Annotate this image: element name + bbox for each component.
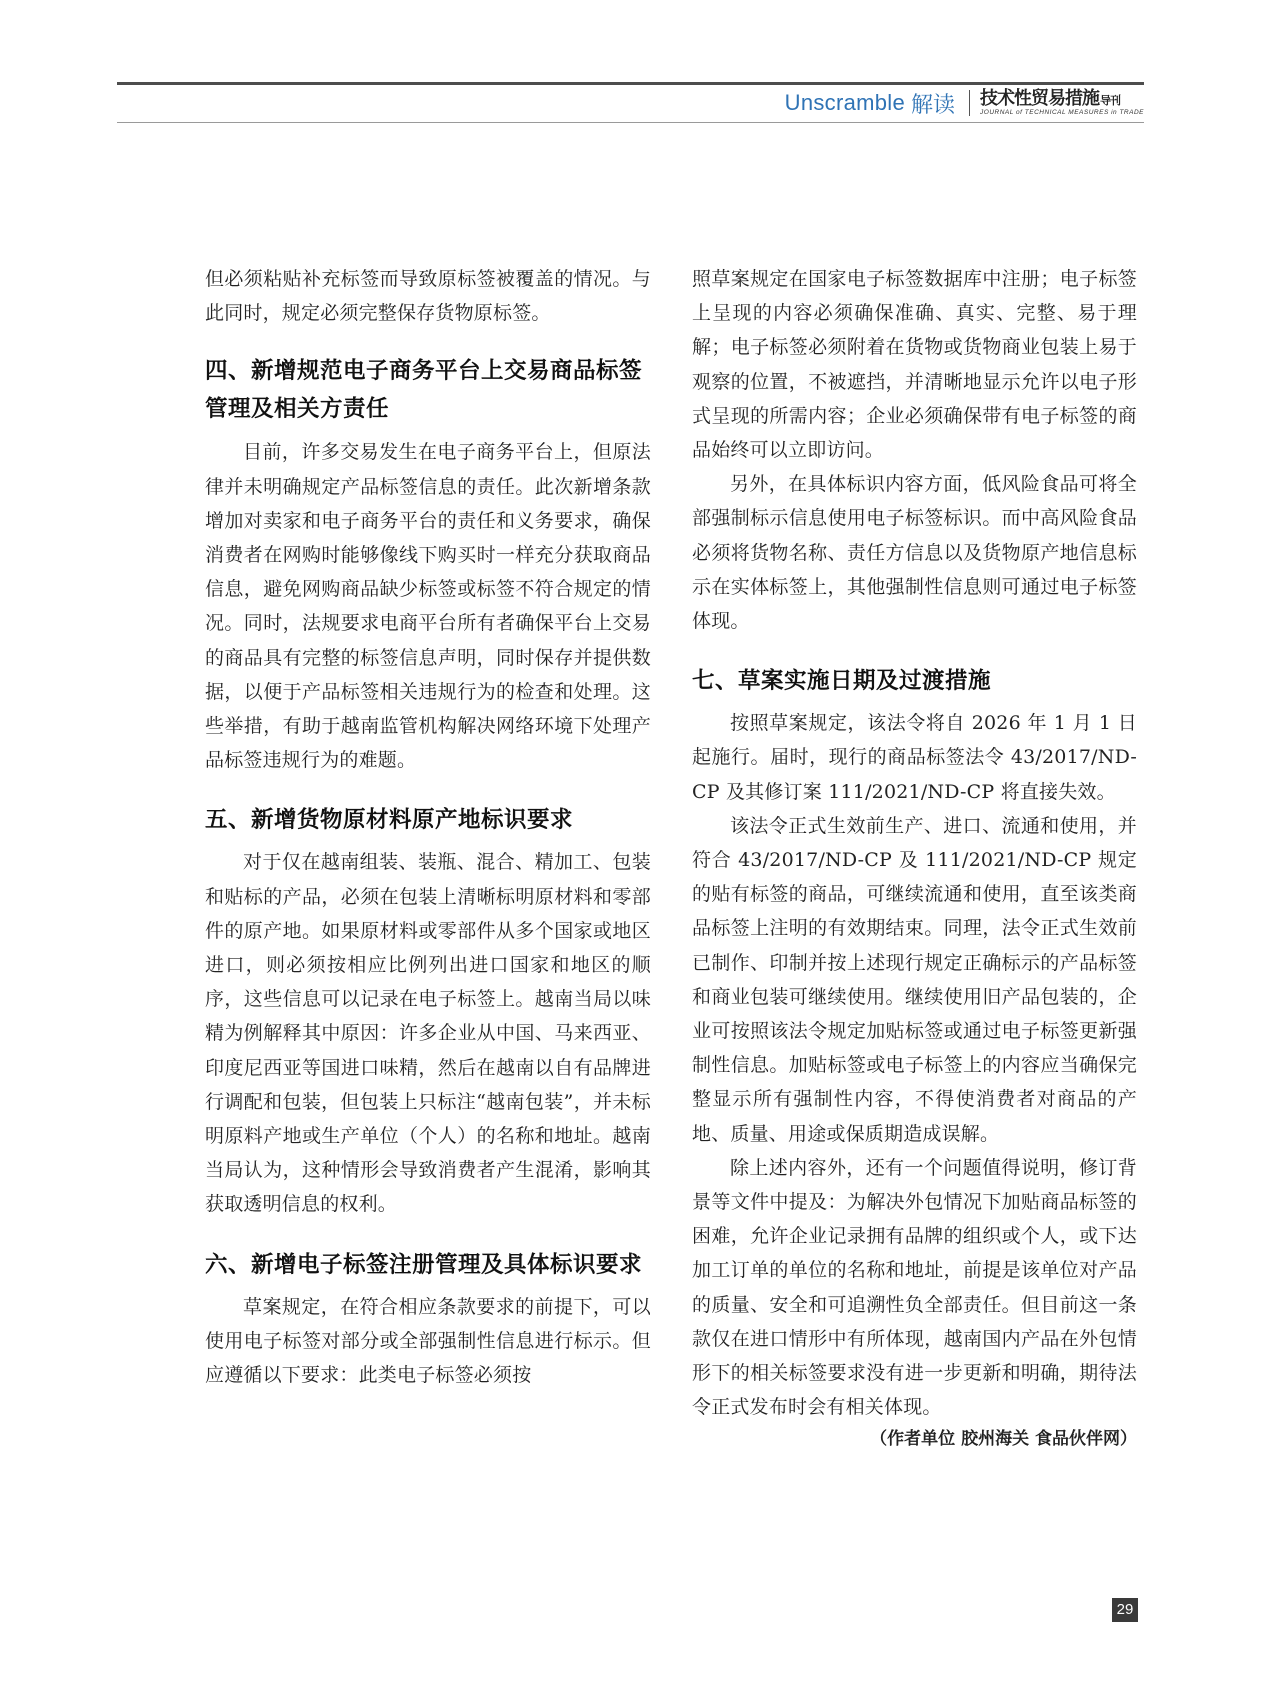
paragraph-section-6: 草案规定，在符合相应条款要求的前提下，可以使用电子标签对部分或全部强制性信息进行标示。但应遵循以下要求：此类电子标签必须按 [205,1295,651,1387]
paragraph-continued: 但必须粘贴补充标签而导致原标签被覆盖的情况。与此同时，规定必须完整保存货物原标签。 [205,268,651,325]
heading-section-7: 七、草案实施日期及过渡措施 [692,668,992,695]
heading-section-5: 五、新增货物原材料原产地标识要求 [205,807,574,834]
running-header [785,86,1144,120]
section-label-cn: 解读 [911,92,956,118]
header-rule-bottom [117,122,1144,123]
header-rule-top [117,82,1144,85]
heading-section-6: 六、新增电子标签注册管理及具体标识要求 [205,1251,643,1278]
paragraph-transition: 该法令正式生效前生产、进口、流通和使用，并符合 43/2017/ND-CP 及 111/2021/ND-CP 规定的贴有标签的商品，可继续流通和使用，直至该类商品标签上注明的有效期结束。同理，法令正式生效前已制作、印制并按上述现行规定正确标示的产品标签和商业包装可继续使用。继续使用旧产品包装的，企业可按照该法令规定加贴标签或通过电子标签更新强制性信息。加贴标签或电子标签上的内容应当确保完整显示所有强制性内容，不得使消费者对商品的产地、质量、用途或保质期造成误解。 [692,814,1137,1145]
paragraph-section-4: 目前，许多交易发生在电子商务平台上，但原法律并未明确规定产品标签信息的责任。此次新增条款增加对卖家和电子商务平台的责任和义务要求，确保消费者在网购时能够像线下购买时一样充分获取商品信息，避免网购商品缺少标签或标签不符合规定的情况。同时，法规要求电商平台所有者确保平台上交易的商品具有完整的标签信息声明，同时保存并提供数据，以便于产品标签相关违规行为的检查和处理。这些举措，有助于越南监管机构解决网络环境下处理产品标签违规行为的难题。 [205,441,651,772]
section-label-en: Unscramble [784,90,906,115]
journal-name-suffix: 导刊 [1100,93,1121,107]
paragraph-continued-right: 照草案规定在国家电子标签数据库中注册；电子标签上呈现的内容必须确保准确、真实、完整、易于理解；电子标签必须附着在货物或货物商业包装上易于观察的位置，不被遮挡，并清晰地显示允许以电子形式呈现的所需内容；企业必须确保带有电子标签的商品始终可以立即访问。 [692,268,1137,462]
header-separator [969,90,970,116]
journal-logo [980,87,1144,117]
paragraph-outsourcing: 除上述内容外，还有一个问题值得说明，修订背景等文件中提及：为解决外包情况下加贴商品标签的困难，允许企业记录拥有品牌的组织或个人，或下达加工订单的单位的名称和地址，前提是该单位对产品的质量、安全和可追溯性负全部责任。但目前这一条款仅在进口情形中有所体现，越南国内产品在外包情形下的相关标签要求没有进一步更新和明确，期待法令正式发布时会有相关体现。 [692,1156,1137,1419]
paragraph-risk-levels: 另外，在具体标识内容方面，低风险食品可将全部强制标示信息使用电子标签标识。而中高风险食品必须将货物名称、责任方信息以及货物原产地信息标示在实体标签上，其他强制性信息则可通过电子标签体现。 [692,473,1137,633]
page-number: 29 [1112,1598,1138,1622]
journal-name-cn: 技术性贸易措施 [980,87,1100,109]
author-credit: （作者单位 胶州海关 食品伙伴网） [870,1428,1137,1449]
heading-section-4: 四、新增规范电子商务平台上交易商品标签管理及相关方责任 [205,358,643,423]
right-column [692,262,1137,1453]
journal-logo-cn [980,87,1144,109]
journal-logo-en: JOURNAL of TECHNICAL MEASURES in TRADE [980,108,1144,116]
left-column [205,262,651,1392]
paragraph-effective-date: 按照草案规定，该法令将自 2026 年 1 月 1 日起施行。届时，现行的商品标签法令 43/2017/ND-CP 及其修订案 111/2021/ND-CP 将直接失效。 [692,712,1137,803]
paragraph-section-5: 对于仅在越南组装、装瓶、混合、精加工、包装和贴标的产品，必须在包装上清晰标明原材料和零部件的原产地。如果原材料或零部件从多个国家或地区进口，则必须按相应比例列出进口国家和地区的顺序，这些信息可以记录在电子标签上。越南当局以味精为例解释其中原因：许多企业从中国、马来西亚、印度尼西亚等国进口味精，然后在越南以自有品牌进行调配和包装，但包装上只标注“越南包装”，并未标明原料产地或生产单位（个人）的名称和地址。越南当局认为，这种情形会导致消费者产生混淆，影响其获取透明信息的权利。 [205,851,651,1216]
